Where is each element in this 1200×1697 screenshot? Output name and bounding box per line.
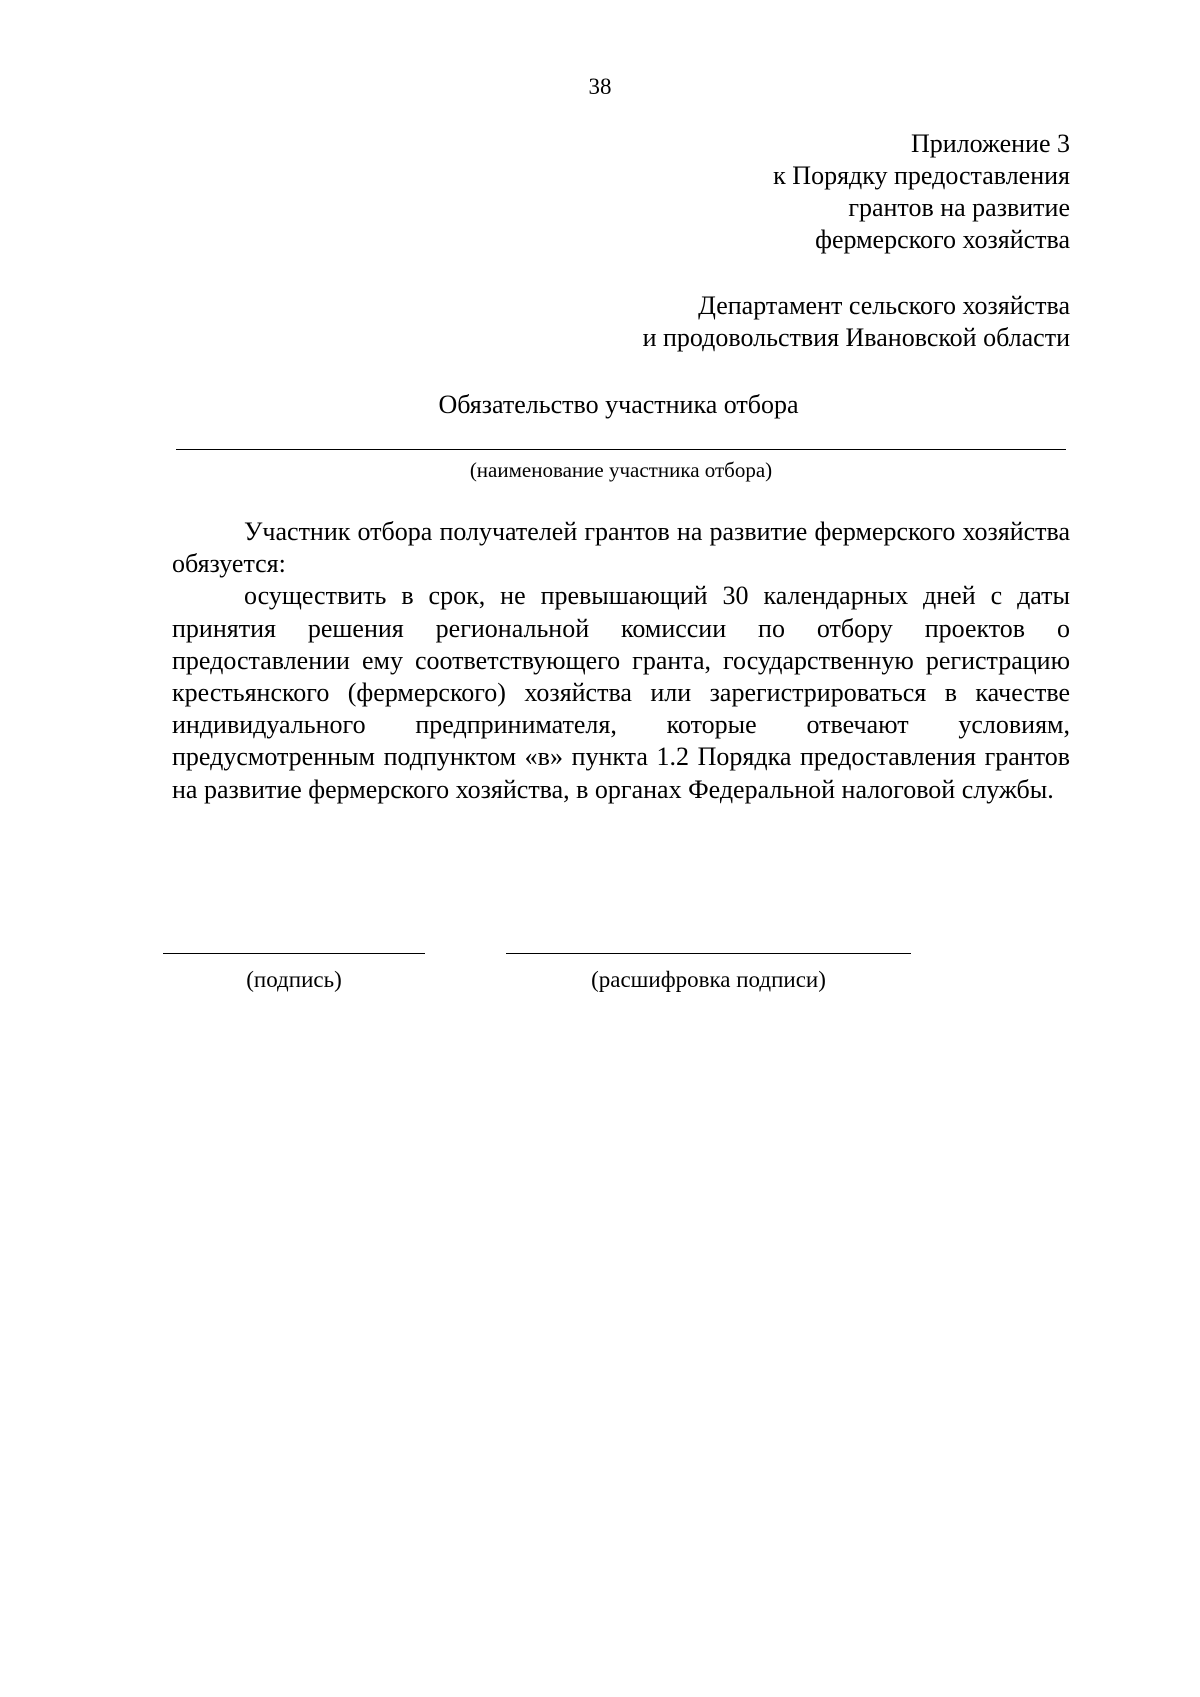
page-number: 38 (588, 74, 612, 99)
document-title: Обязательство участника отбора (438, 390, 799, 419)
addressee-line: Департамент сельского хозяйства (698, 291, 1070, 320)
document-body (172, 516, 1070, 806)
participant-name-line (176, 449, 1066, 450)
body-paragraph: Участник отбора получателей грантов на развитие фермерского хозяйства обязуется: (172, 517, 1070, 579)
appendix-line: к Порядку предоставления (773, 161, 1070, 190)
signature-caption: (подпись) (246, 967, 342, 992)
appendix-line: фермерского хозяйства (815, 225, 1070, 254)
participant-name-caption: (наименование участника отбора) (469, 458, 773, 482)
body-paragraph: осуществить в срок, не превышающий 30 календарных дней с даты принятия решения региональной комиссии по отбору проектов о предоставлении ему соответствующего гранта, государственную регистрацию крестьянского (фермерского) хозяйства или зарегистрироваться в качестве индивидуального предпринимателя, которые отвечают условиям, предусмотренным подпунктом «в» пункта 1.2 Порядка предоставления грантов на развитие фермерского хозяйства, в органах Федеральной налоговой службы. (172, 581, 1070, 804)
appendix-block (560, 128, 1070, 256)
appendix-line: грантов на развитие (848, 193, 1070, 222)
signature-line (163, 953, 425, 954)
signature-transcript-caption: (расшифровка подписи) (591, 967, 826, 992)
appendix-line: Приложение 3 (910, 129, 1070, 158)
signature-transcript-line (506, 953, 911, 954)
addressee-block (500, 290, 1070, 354)
addressee-line: и продовольствия Ивановской области (642, 323, 1070, 352)
